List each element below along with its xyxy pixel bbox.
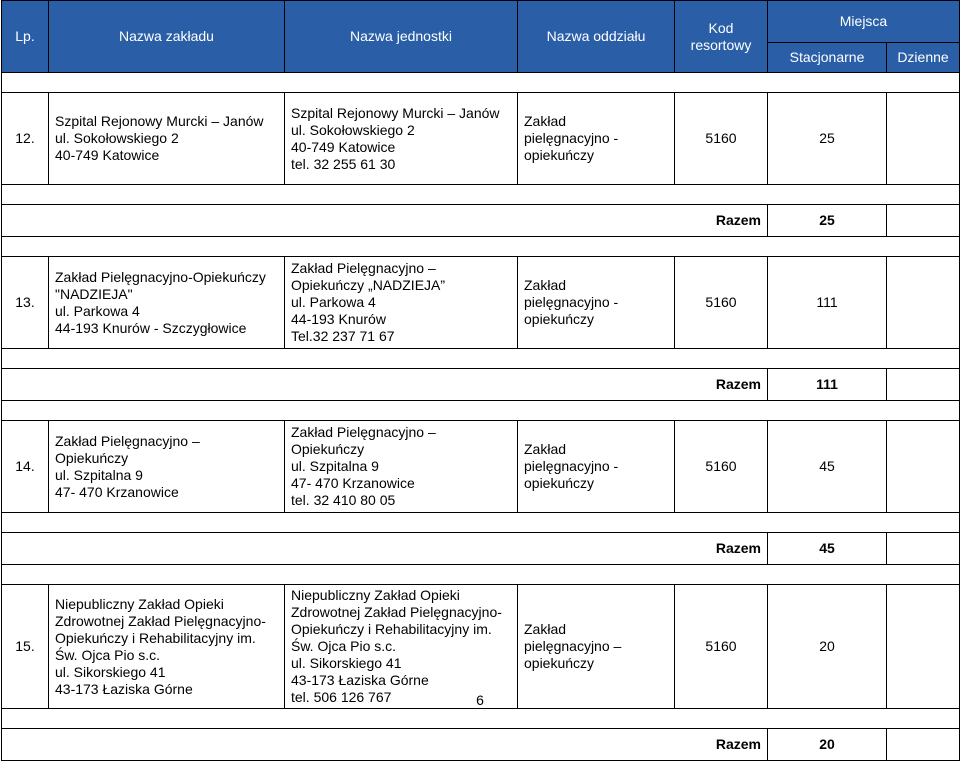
row-facility: Niepubliczny Zakład Opieki Zdrowotnej Zakład Pielęgnacyjno- Opiekuńczy i Rehabilitacyjny im. Św. Ojca Pio s.c. ul. Sikorskiego 41 43-173 Łaziska Górne bbox=[49, 585, 285, 709]
header-day-care: Dzienne bbox=[887, 43, 960, 73]
page-number: 6 bbox=[476, 692, 484, 708]
row-day-care bbox=[887, 421, 960, 513]
table-row bbox=[2, 257, 960, 349]
header-ministry-code: Kod resortowy bbox=[675, 1, 768, 73]
facilities-table bbox=[1, 0, 960, 761]
header-facility-name: Nazwa zakładu bbox=[49, 1, 285, 73]
row-day-care bbox=[887, 257, 960, 349]
total-value: 111 bbox=[768, 369, 887, 401]
header-unit-name: Nazwa jednostki bbox=[285, 1, 518, 73]
row-day-care bbox=[887, 585, 960, 709]
total-row bbox=[2, 533, 960, 565]
row-ward: Zakład pielęgnacyjno – opiekuńczy bbox=[518, 585, 675, 709]
row-facility: Szpital Rejonowy Murcki – Janów ul. Sokołowskiego 2 40-749 Katowice bbox=[49, 93, 285, 185]
row-day-care bbox=[887, 93, 960, 185]
row-unit: Zakład Pielęgnacyjno – Opiekuńczy ul. Szpitalna 9 47- 470 Krzanowice tel. 32 410 80 05 bbox=[285, 421, 518, 513]
row-code: 5160 bbox=[675, 257, 768, 349]
header-ward-name: Nazwa oddziału bbox=[518, 1, 675, 73]
row-lp: 13. bbox=[2, 257, 49, 349]
header-lp: Lp. bbox=[2, 1, 49, 73]
row-code: 5160 bbox=[675, 93, 768, 185]
row-code: 5160 bbox=[675, 585, 768, 709]
total-label: Razem bbox=[2, 205, 768, 237]
total-row bbox=[2, 729, 960, 761]
total-value: 45 bbox=[768, 533, 887, 565]
total-row bbox=[2, 205, 960, 237]
row-facility: Zakład Pielęgnacyjno – Opiekuńczy ul. Szpitalna 9 47- 470 Krzanowice bbox=[49, 421, 285, 513]
total-value: 25 bbox=[768, 205, 887, 237]
row-lp: 15. bbox=[2, 585, 49, 709]
row-inpatient: 20 bbox=[768, 585, 887, 709]
row-unit: Zakład Pielęgnacyjno – Opiekuńczy „NADZIEJA” ul. Parkowa 4 44-193 Knurów Tel.32 237 71 67 bbox=[285, 257, 518, 349]
table-row bbox=[2, 585, 960, 709]
total-label: Razem bbox=[2, 533, 768, 565]
row-ward: Zakład pielęgnacyjno - opiekuńczy bbox=[518, 421, 675, 513]
row-lp: 12. bbox=[2, 93, 49, 185]
row-inpatient: 25 bbox=[768, 93, 887, 185]
row-unit: Szpital Rejonowy Murcki – Janów ul. Sokołowskiego 2 40-749 Katowice tel. 32 255 61 30 bbox=[285, 93, 518, 185]
row-ward: Zakład pielęgnacyjno - opiekuńczy bbox=[518, 93, 675, 185]
header-places: Miejsca bbox=[768, 1, 960, 43]
row-facility: Zakład Pielęgnacyjno-Opiekuńczy "NADZIEJA" ul. Parkowa 4 44-193 Knurów - Szczygłowice bbox=[49, 257, 285, 349]
row-lp: 14. bbox=[2, 421, 49, 513]
table-row bbox=[2, 93, 960, 185]
total-label: Razem bbox=[2, 369, 768, 401]
total-row bbox=[2, 369, 960, 401]
total-label: Razem bbox=[2, 729, 768, 761]
header-inpatient: Stacjonarne bbox=[768, 43, 887, 73]
row-ward: Zakład pielęgnacyjno - opiekuńczy bbox=[518, 257, 675, 349]
row-unit: Niepubliczny Zakład Opieki Zdrowotnej Zakład Pielęgnacyjno- Opiekuńczy i Rehabilitacyjny im. Św. Ojca Pio s.c. ul. Sikorskiego 41 43-173 Łaziska Górne tel. 506 126 767 bbox=[285, 585, 518, 709]
row-inpatient: 111 bbox=[768, 257, 887, 349]
table-row bbox=[2, 421, 960, 513]
total-value: 20 bbox=[768, 729, 887, 761]
table-header-row bbox=[2, 1, 960, 43]
row-inpatient: 45 bbox=[768, 421, 887, 513]
row-code: 5160 bbox=[675, 421, 768, 513]
